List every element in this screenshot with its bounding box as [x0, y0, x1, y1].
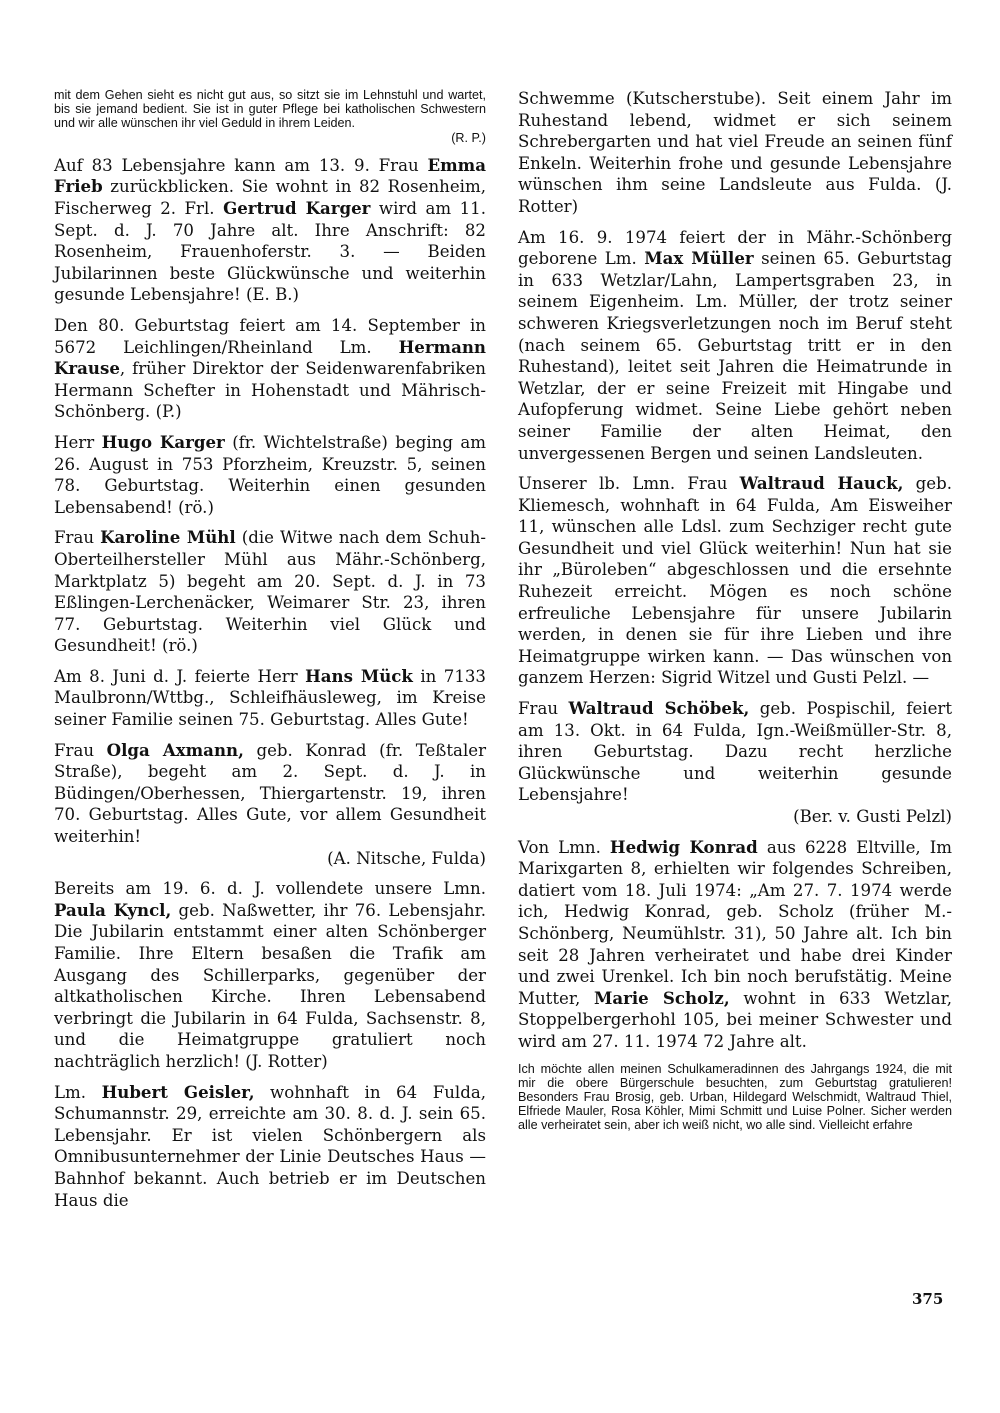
paragraph-hans-mueck: [54, 666, 486, 731]
signature: (A. Nitsche, Fulda): [327, 848, 486, 868]
paragraph-continuation: [518, 88, 952, 218]
person-name: Hermann Krause: [54, 336, 486, 379]
left-column: [54, 88, 486, 1220]
text: Auf 83 Lebensjahre kann am 13. 9. Frau: [54, 155, 428, 175]
page-number: 375: [912, 1290, 944, 1308]
text: geb. Pospischil, feiert am 13. Okt. in 64 Fulda, Ign.-Weißmüller-Str. 8, ihren Geburtstag. Dazu recht herzliche Glückwünsche und weiterhin gesunde Lebensjahre!: [518, 699, 952, 805]
text: Frau: [518, 699, 569, 719]
paragraph-olga-axmann: [54, 740, 486, 870]
paragraph-condition-report: [54, 88, 486, 145]
person-name: Waltraud Schöbek,: [568, 698, 750, 719]
right-column: [518, 88, 952, 1143]
person-name: Olga Axmann,: [106, 739, 244, 760]
paragraph-waltraud-schoebek: [518, 698, 952, 828]
paragraph-text: mit dem Gehen sieht es nicht gut aus, so sitzt sie im Lehnstuhl und wartet, bis sie jemand bedient. Sie ist in guter Pflege bei katholischen Schwestern und wir alle wünschen ihr viel Geduld in ihrem Leiden.: [54, 88, 486, 131]
text: geb. Kliemesch, wohnhaft in 64 Fulda, Am Eisweiher 11, wünschen alle Ldsl. zum Sechziger recht gute Gesundheit und viel Glück weiterhin! Nun hat sie ihr „Büroleben“ abgeschlossen und die ersehnte Ruhezeit erreicht. Mögen es noch schöne erfreuliche Lebensjahre für unsere Jubilarin werden, in denen sie für ihre Lieben und ihre Heimatgruppe wirken kann. — Das wünschen von ganzem Herzen: Sigrid Witzel und Gusti Pelzl. —: [518, 474, 952, 688]
paragraph-hermann-krause: [54, 315, 486, 423]
text: , früher Direktor der Seidenwarenfabriken Hermann Schefter in Hohenstadt und Mährisch-Schönberg. (P.): [54, 359, 486, 422]
text: Von Lmn.: [518, 837, 610, 857]
text: aus 6228 Eltville, Im Marixgarten 8, erhielten wir folgendes Schreiben, datiert vom 18. Juli 1974: „Am 27. 7. 1974 werde ich, Hedwig Konrad, geb. Scholz (früher M.-Schönberg, Neumühlstr. 31), 50 Jahre alt. Ich bin seit 28 Jahren verheiratet und habe drei Kinder und zwei Urenkel. Ich bin noch berufstätig. Meine Mutter,: [518, 837, 953, 1008]
paragraph-emma-frieb: [54, 155, 486, 306]
text: seinen 65. Geburtstag in 633 Wetzlar/Lahn, Lampertsgraben 23, in seinem Eigenheim. Lm. Müller, der trotz seiner schweren Kriegsverletzungen noch im Beruf steht (nach seinem 65. Geburtstag tritt er in den Ruhestand), leitet seit Jahren die Heimatrunde in Wetzlar, der er seine Freizeit mit Hingabe und Aufopferung widmet. Seine Liebe gehört neben seiner Familie der alten Heimat, den unvergessenen Bergen und seinen Landsleuten.: [518, 249, 952, 463]
person-name: Hugo Karger: [101, 431, 225, 452]
text: Herr: [54, 432, 102, 452]
text: Frau: [54, 740, 107, 760]
person-name: Gertrud Karger: [223, 198, 371, 218]
person-name: Max Müller: [644, 248, 754, 269]
paragraph-hedwig-konrad: [518, 837, 952, 1053]
paragraph-letter-excerpt: [518, 1062, 952, 1133]
text: Schwemme (Kutscherstube). Seit einem Jahr im Ruhestand lebend, widmet er sich seinem Schrebergarten und hat viel Freude an seinen fünf Enkeln. Weiterhin frohe und gesunde Lebensjahre wünschen ihm seine Landsleute aus Fulda. (J. Rotter): [518, 89, 952, 216]
text: wohnt in 633 Wetzlar, Stoppelbergerhohl 105, bei meiner Schwester und wird am 27. 11. 1974 72 Jahre alt.: [518, 988, 952, 1051]
person-name: Paula Kyncl,: [54, 899, 172, 920]
text: Bereits am 19. 6. d. J. vollendete unsere Lmn.: [54, 879, 486, 899]
person-name: Hedwig Konrad: [609, 836, 758, 857]
text: Unserer lb. Lmn. Frau: [518, 474, 740, 494]
person-name: Emma Frieb: [54, 154, 486, 197]
person-name: Marie Scholz,: [593, 987, 730, 1008]
signature: (R. P.): [451, 130, 486, 145]
text: wird am 11. Sept. d. J. 70 Jahre alt. Ihre Anschrift: 82 Rosenheim, Frauenhoferstr. 3. — Beiden Jubilarinnen beste Glückwünsche und weiterhin gesunde Lebensjahre! (E. B.): [54, 199, 486, 305]
text: wohnhaft in 64 Fulda, Schumannstr. 29, erreichte am 30. 8. d. J. sein 65. Lebensjahr. Er ist vielen Schönbergern als Omnibusunternehmer der Linie Deutsches Haus — Bahnhof bekannt. Auch betrieb er im Deutschen Haus die: [54, 1082, 486, 1210]
paragraph-karoline-muehl: [54, 527, 486, 657]
person-name: Hans Mück: [305, 665, 413, 686]
text: Frau: [54, 528, 101, 548]
text: Lm.: [54, 1082, 102, 1102]
paragraph-max-mueller: [518, 227, 952, 465]
text: geb. Naßwetter, ihr 76. Lebensjahr. Die Jubilarin entstammt einer alten Schönberger Familie. Ihre Eltern besaßen die Trafik am Ausgang des Schillerparks, gegenüber der altkatholischen Kirche. Ihren Lebensabend verbringt die Jubilarin in 64 Fulda, Sachsenstr. 8, und die Heimatgruppe gratuliert noch nachträglich herzlich! (J. Rotter): [54, 900, 486, 1071]
paragraph-waltraud-hauck: [518, 473, 952, 689]
text: (fr. Wichtelstraße) beging am 26. August in 753 Pforzheim, Kreuzstr. 5, seinen 78. Geburtstag. Weiterhin einen gesunden Lebensabend! (rö.): [54, 432, 487, 517]
paragraph-hugo-karger: [54, 432, 486, 518]
text: Am 16. 9. 1974 feiert der in Mähr.-Schönberg geborene Lm.: [518, 227, 952, 269]
person-name: Karoline Mühl: [100, 527, 236, 548]
text: (die Witwe nach dem Schuh-Oberteilhersteller Mühl aus Mähr.-Schönberg, Marktplatz 5) begeht am 20. Sept. d. J. in 73 Eßlingen-Lerchenäcker, Weimarer Str. 23, ihren 77. Geburtstag. Weiterhin viel Glück und Gesundheit! (rö.): [54, 528, 486, 656]
paragraph-hubert-geisler: [54, 1082, 486, 1212]
signature: (Ber. v. Gusti Pelzl): [793, 807, 952, 826]
text: zurückblicken. Sie wohnt in 82 Rosenheim, Fischerweg 2. Frl.: [54, 177, 486, 218]
text: geb. Konrad (fr. Teßtaler Straße), begeht am 2. Sept. d. J. in Büdingen/Oberhessen, Thiergartenstr. 19, ihren 70. Geburtstag. Alles Gute, vor allem Gesundheit weiterhin!: [54, 740, 486, 847]
text: Ich möchte allen meinen Schulkameradinnen des Jahrgangs 1924, die mit mir die obere Bürgerschule besuchten, zum Geburtstag gratulieren! Besonders Frau Brosig, geb. Urban, Hildegard Welschmidt, Waltraud Thiel, Elfriede Mauler, Rosa Köhler, Mimi Schmitt und Luise Polner. Sicher werden alle verheiratet sein, aber ich weiß nicht, wo alle sind. Vielleicht erfahre: [518, 1061, 952, 1133]
person-name: Hubert Geisler,: [101, 1081, 255, 1102]
text: Den 80. Geburtstag feiert am 14. September in 5672 Leichlingen/Rheinland Lm.: [54, 315, 486, 357]
text: Am 8. Juni d. J. feierte Herr: [54, 666, 306, 686]
paragraph-paula-kyncl: [54, 878, 486, 1072]
person-name: Waltraud Hauck,: [739, 473, 904, 494]
text: in 7133 Maulbronn/Wttbg., Schleifhäusleweg, im Kreise seiner Familie seinen 75. Geburtstag. Alles Gute!: [54, 666, 486, 730]
